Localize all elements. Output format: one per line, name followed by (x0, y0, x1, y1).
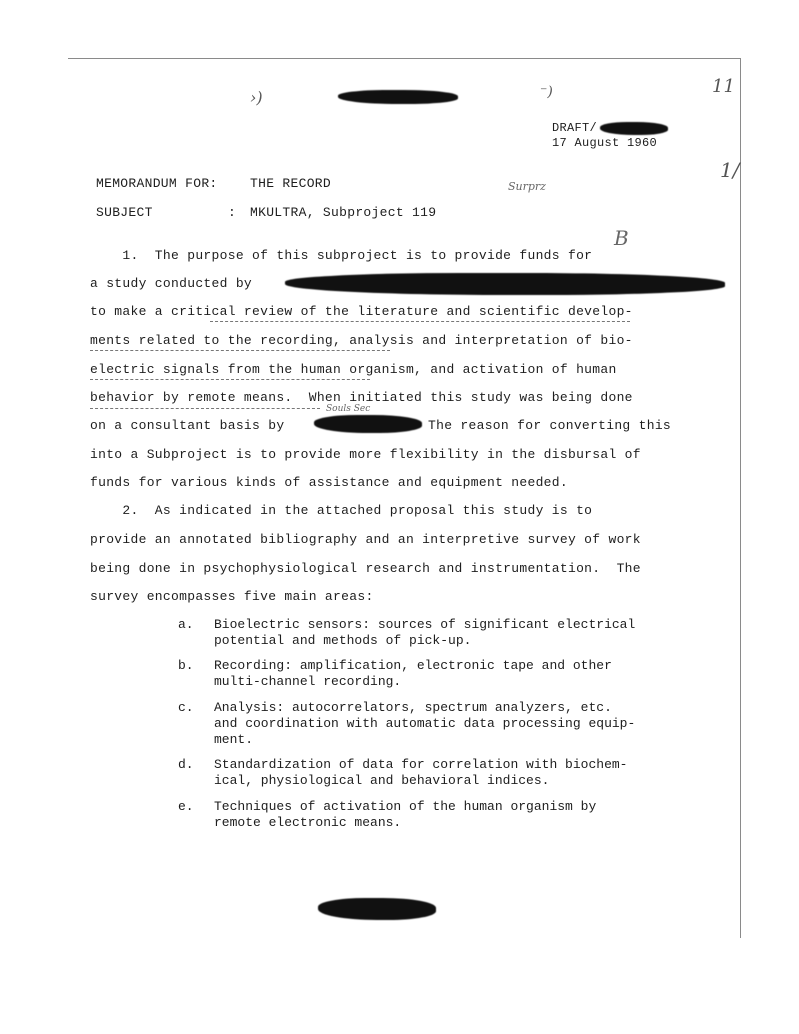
redaction-contractor (285, 273, 725, 295)
para1-line-9: funds for various kinds of assistance and equipment needed. (90, 475, 568, 490)
para1-line-4: ments related to the recording, analysis and interpretation of bio- (90, 333, 633, 348)
area-a-line-2: potential and methods of pick-up. (214, 633, 472, 648)
draft-label: DRAFT/ (552, 121, 598, 135)
para1-line-1: 1. The purpose of this subproject is to provide funds for (90, 248, 593, 263)
area-a-line-1: Bioelectric sensors: sources of significant electrical (214, 617, 636, 632)
handwritten-note-memo: Surprz (508, 180, 546, 193)
area-c-line-1: Analysis: autocorrelators, spectrum analyzers, etc. (214, 700, 612, 715)
stray-mark-left: ›) (250, 88, 263, 107)
para2-line-2: provide an annotated bibliography and an interpretive survey of work (90, 532, 641, 547)
redaction-header (338, 90, 458, 104)
stray-mark-mid: ⁻) (540, 84, 553, 100)
underline-2 (90, 350, 390, 351)
margin-mark-right: 1/ (720, 158, 740, 182)
para2-line-4: survey encompasses five main areas: (90, 589, 374, 604)
para1-line-8: into a Subproject is to provide more flexibility in the disbursal of (90, 447, 641, 462)
area-e-line-1: Techniques of activation of the human organism by (214, 799, 597, 814)
para1-line-7: on a consultant basis by (90, 418, 285, 433)
handwritten-note-consultant: Souls Sec (326, 404, 371, 414)
area-d-label: d. (178, 757, 194, 772)
underline-4 (90, 408, 320, 409)
underline-1 (210, 321, 630, 322)
area-b-label: b. (178, 658, 194, 673)
para2-line-3: being done in psychophysiological research and instrumentation. The (90, 561, 641, 576)
draft-date: 17 August 1960 (552, 136, 658, 150)
subject-label: SUBJECT (96, 205, 153, 220)
para1-line-6: behavior by remote means. When initiated this study was being done (90, 390, 633, 405)
redaction-footer (318, 898, 436, 920)
underline-3 (90, 379, 370, 380)
para1-line-7-tail: The reason for converting this (428, 418, 672, 433)
area-b-line-2: multi-channel recording. (214, 674, 402, 689)
area-d-line-1: Standardization of data for correlation with biochem- (214, 757, 628, 772)
handwritten-letter-b: B (614, 226, 629, 250)
memo-for-value: THE RECORD (250, 176, 332, 191)
para1-line-3: to make a critical review of the literature and scientific develop- (90, 304, 633, 319)
area-b-line-1: Recording: amplification, electronic tape and other (214, 658, 612, 673)
redaction-draft-stamp (600, 122, 668, 135)
area-a-label: a. (178, 617, 194, 632)
area-e-line-2: remote electronic means. (214, 815, 402, 830)
para2-line-1: 2. As indicated in the attached proposal this study is to (90, 503, 593, 518)
memo-for-label: MEMORANDUM FOR: (96, 176, 218, 191)
area-e-label: e. (178, 799, 194, 814)
redaction-consultant (314, 415, 422, 433)
page-edge-top (68, 58, 741, 59)
para1-line-2: a study conducted by (90, 276, 253, 291)
area-d-line-2: ical, physiological and behavioral indices. (214, 773, 550, 788)
area-c-line-3: ment. (214, 732, 254, 747)
subject-separator: : (228, 205, 237, 220)
para1-line-5: electric signals from the human organism, and activation of human (90, 362, 617, 377)
subject-value: MKULTRA, Subproject 119 (250, 205, 437, 220)
page-edge-right (740, 58, 741, 938)
area-c-label: c. (178, 700, 194, 715)
margin-mark-top-right: 11 (712, 76, 735, 97)
area-c-line-2: and coordination with automatic data processing equip- (214, 716, 636, 731)
